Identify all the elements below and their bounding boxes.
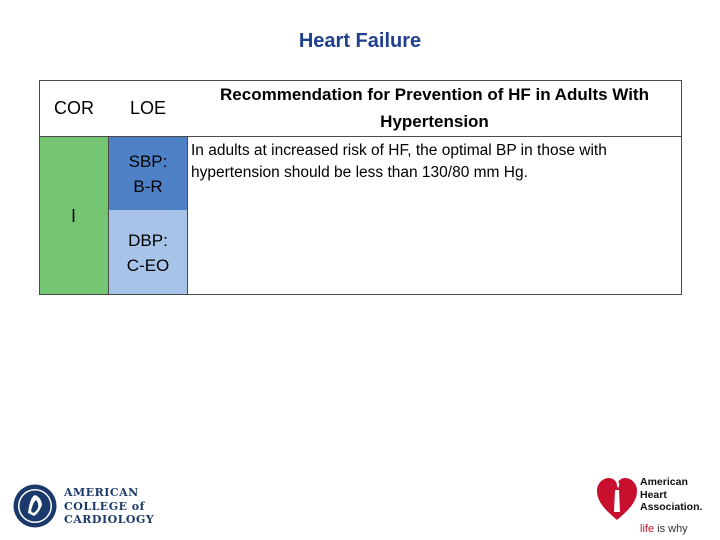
header-cor: COR bbox=[54, 97, 94, 118]
aha-tagline: life is why bbox=[640, 523, 688, 535]
aha-logo bbox=[596, 472, 716, 538]
loe-dbp-label: DBP: bbox=[128, 230, 168, 250]
acc-logo bbox=[12, 483, 162, 531]
cor-cell: I bbox=[39, 136, 109, 295]
loe-sbp-label: SBP: bbox=[128, 151, 168, 171]
acc-wordmark: AMERICAN COLLEGE of CARDIOLOGY bbox=[64, 486, 155, 526]
heart-torch-icon bbox=[596, 476, 638, 522]
loe-dbp-cell bbox=[109, 210, 187, 295]
loe-sbp-level: B-R bbox=[133, 176, 163, 196]
recommendation-table bbox=[39, 80, 682, 295]
aha-wordmark: American Heart Association. bbox=[640, 476, 703, 513]
acc-seal-icon bbox=[12, 483, 58, 529]
loe-sbp-cell bbox=[109, 136, 187, 210]
header-rule bbox=[187, 136, 682, 137]
header-loe: LOE bbox=[129, 97, 167, 118]
header-recommendation: Recommendation for Prevention of HF in Adults With Hypertension bbox=[220, 85, 649, 131]
recommendation-text: In adults at increased risk of HF, the optimal BP in those with hypertension should be less than 130/80 mm Hg. bbox=[191, 142, 607, 181]
loe-dbp-level: C-EO bbox=[126, 255, 170, 275]
column-divider bbox=[187, 136, 188, 295]
page-title: Heart Failure bbox=[298, 30, 422, 52]
